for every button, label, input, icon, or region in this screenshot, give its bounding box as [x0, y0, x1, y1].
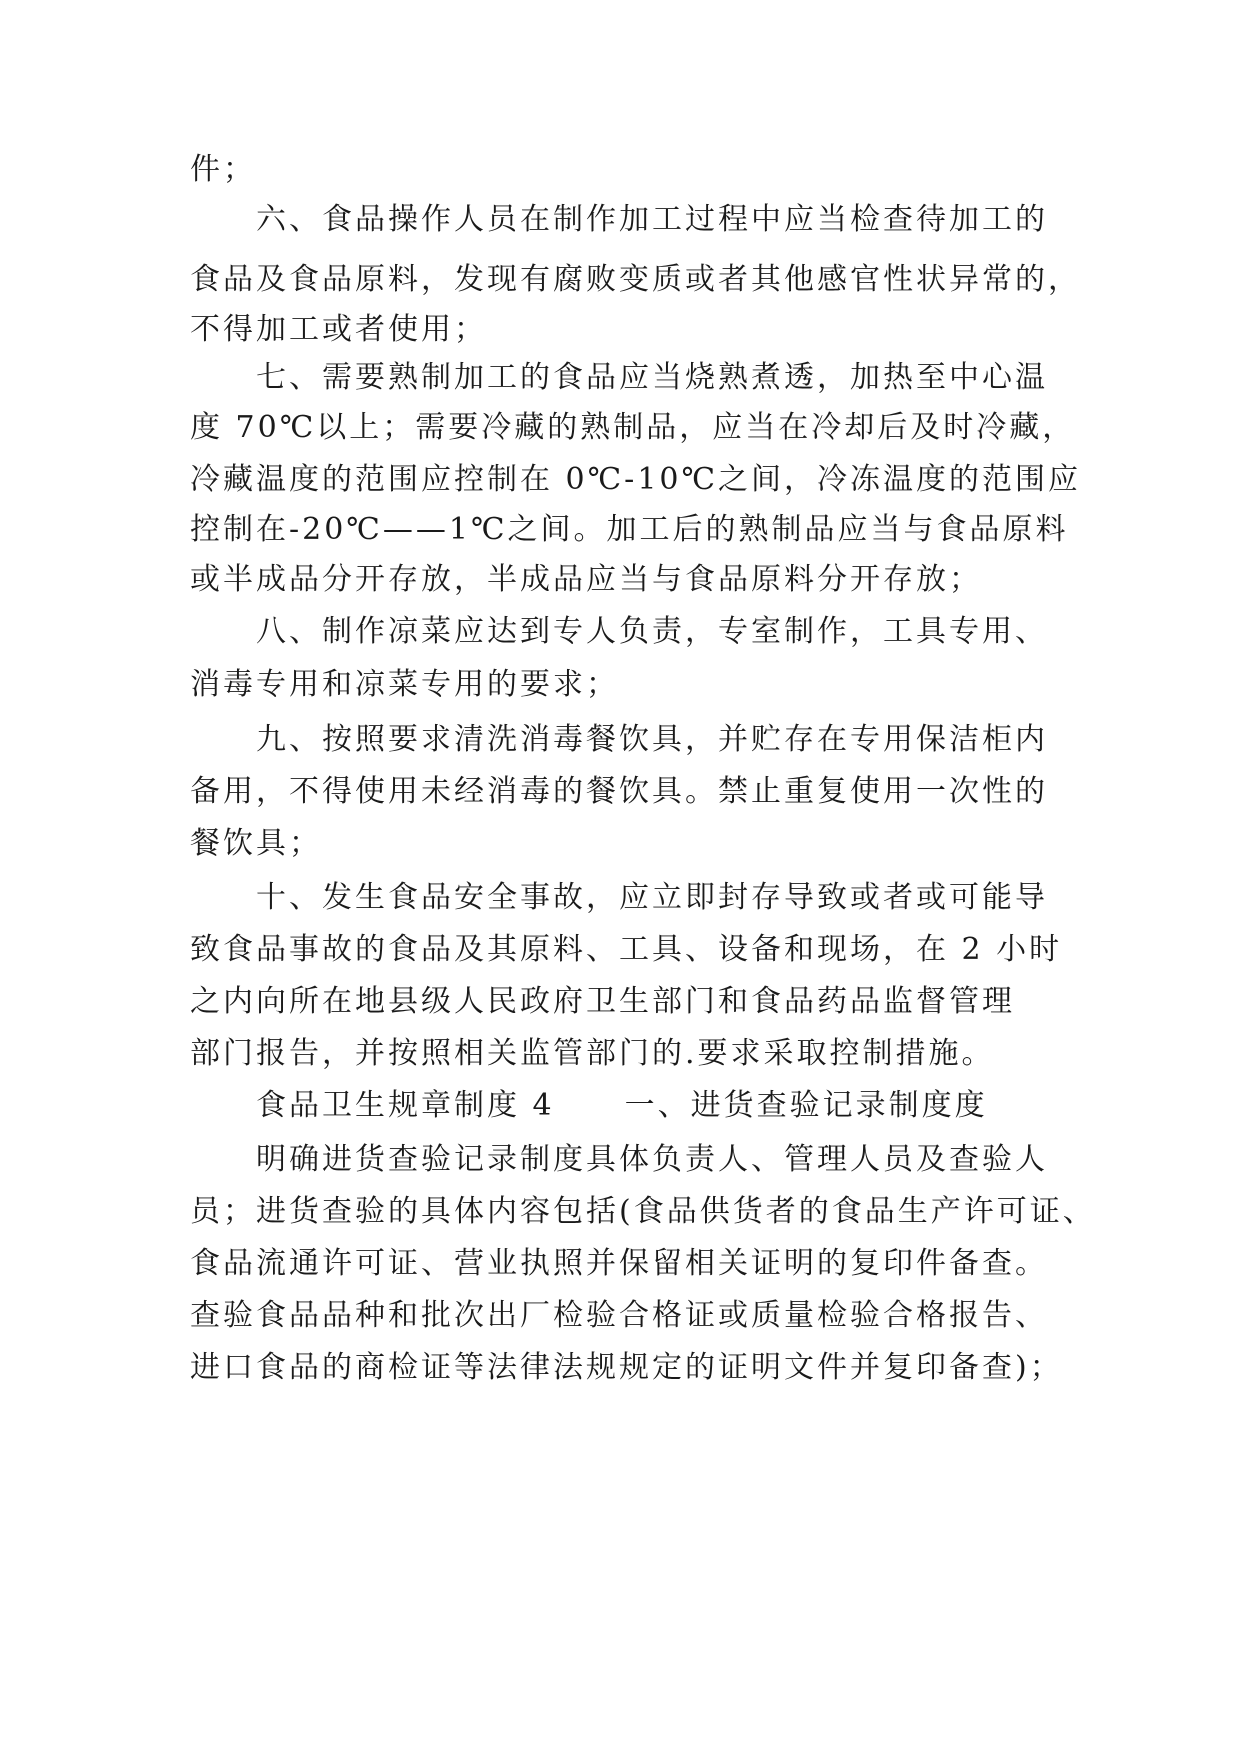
- text-line: 件；: [190, 152, 256, 187]
- text-line: 八、制作凉菜应达到专人负责，专室制作，工具专用、: [256, 614, 1048, 649]
- text-line: 控制在-20℃——1℃之间。加工后的熟制品应当与食品原料: [190, 512, 1069, 547]
- text-line: 消毒专用和凉菜专用的要求；: [190, 667, 619, 702]
- text-line: 九、按照要求清洗消毒餐饮具，并贮存在专用保洁柜内: [256, 722, 1048, 757]
- text-line: 冷藏温度的范围应控制在 0℃-10℃之间，冷冻温度的范围应: [190, 462, 1082, 497]
- section-heading-title: 食品卫生规章制度 4: [256, 1088, 555, 1123]
- text-line: 员；进货查验的具体内容包括(食品供货者的食品生产许可证、: [190, 1194, 1096, 1229]
- section-heading: [256, 1086, 988, 1126]
- text-line: 部门报告，并按照相关监管部门的.要求采取控制措施。: [190, 1036, 995, 1071]
- text-line: 七、需要熟制加工的食品应当烧熟煮透，加热至中心温: [256, 360, 1048, 395]
- text-line: 明确进货查验记录制度具体负责人、管理人员及查验人: [256, 1142, 1048, 1177]
- text-line: 备用，不得使用未经消毒的餐饮具。禁止重复使用一次性的: [190, 774, 1048, 809]
- text-line: 食品流通许可证、营业执照并保留相关证明的复印件备查。: [190, 1246, 1048, 1281]
- text-line: 不得加工或者使用；: [190, 312, 487, 347]
- text-line: 度 70℃以上；需要冷藏的熟制品，应当在冷却后及时冷藏，: [190, 410, 1076, 445]
- text-line: 餐饮具；: [190, 826, 322, 861]
- text-line: 六、食品操作人员在制作加工过程中应当检查待加工的: [256, 202, 1048, 237]
- text-line: 致食品事故的食品及其原料、工具、设备和现场，在 2 小时: [190, 932, 1063, 967]
- text-line: 十、发生食品安全事故，应立即封存导致或者或可能导: [256, 880, 1048, 915]
- text-line: 食品及食品原料，发现有腐败变质或者其他感官性状异常的，: [190, 262, 1081, 297]
- section-heading-subtitle: 一、进货查验记录制度度: [624, 1088, 988, 1123]
- text-line: 之内向所在地县级人民政府卫生部门和食品药品监督管理: [190, 984, 1015, 1019]
- text-line: 进口食品的商检证等法律法规规定的证明文件并复印备查)；: [190, 1350, 1063, 1385]
- text-line: 查验食品品种和批次出厂检验合格证或质量检验合格报告、: [190, 1298, 1048, 1333]
- text-line: 或半成品分开存放，半成品应当与食品原料分开存放；: [190, 562, 982, 597]
